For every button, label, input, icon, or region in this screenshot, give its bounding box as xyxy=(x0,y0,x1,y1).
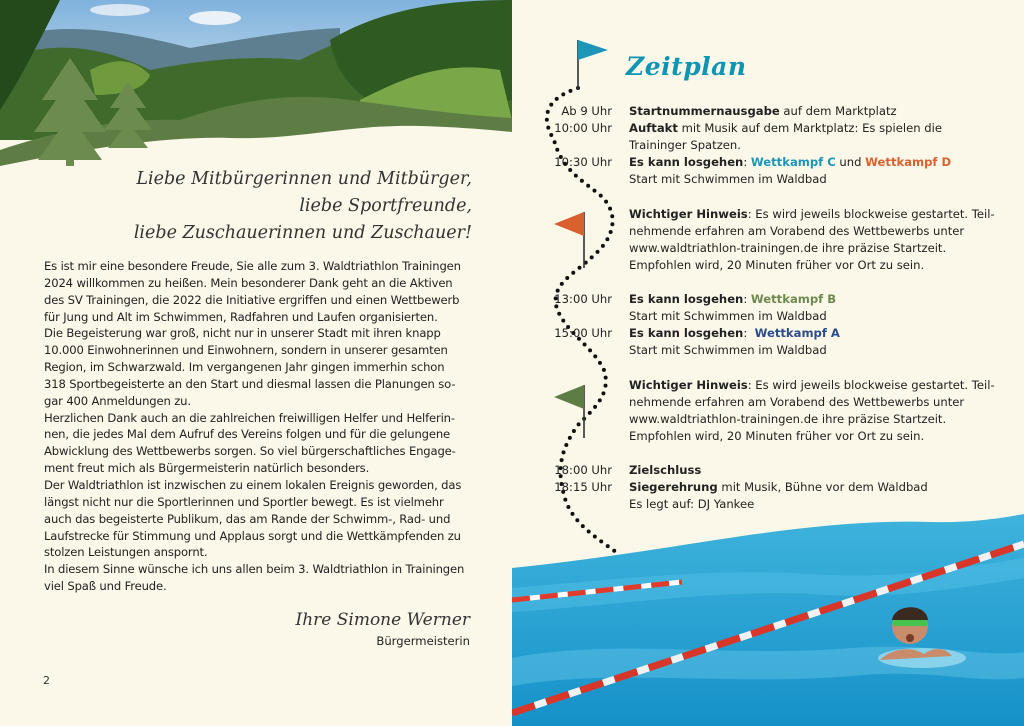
schedule-time: 18:00 Uhr xyxy=(554,463,612,477)
letter-line: Laufstrecke für Stimmung und Applaus sorgt und die Wettkämpfenden zu xyxy=(44,528,461,543)
letter-line: viel Spaß und Freude. xyxy=(44,579,167,594)
schedule-event: Es kann losgehen xyxy=(629,154,744,169)
schedule-event: Siegerehrung xyxy=(629,479,718,494)
schedule-event: Es kann losgehen xyxy=(629,292,744,306)
wettkampf-a-label: Wettkampf A xyxy=(754,325,840,340)
schedule-detail: : xyxy=(743,154,751,169)
hint-text: www.waldtriathlon-trainingen.de ihre präzise Startzeit. xyxy=(629,240,947,255)
letter-line: 318 Sportbegeisterte an den Start und diesmal lassen die Planungen so- xyxy=(44,376,456,391)
schedule-row xyxy=(512,479,1024,496)
schedule-event: Auftakt xyxy=(629,120,678,135)
page-number: 2 xyxy=(43,674,50,687)
schedule-hint xyxy=(512,377,1024,445)
schedule-block-evening xyxy=(512,462,1024,513)
greeting-line: liebe Zuschauerinnen und Zuschauer! xyxy=(133,223,472,243)
schedule-block-morning xyxy=(512,103,1024,187)
schedule-time: 10:30 Uhr xyxy=(554,154,612,169)
greeting-line: liebe Sportfreunde, xyxy=(299,196,472,216)
schedule-detail: Traininger Spatzen. xyxy=(629,137,741,152)
right-page xyxy=(512,0,1024,726)
schedule-time: Ab 9 Uhr xyxy=(561,104,612,118)
schedule-row xyxy=(512,462,1024,479)
hint-text: nehmende erfahren am Vorabend des Wettbewerbs unter xyxy=(629,394,965,409)
letter-line: In diesem Sinne wünsche ich uns allen beim 3. Waldtriathlon in Trainingen xyxy=(44,562,465,577)
hint-text: nehmende erfahren am Vorabend des Wettbewerbs unter xyxy=(629,223,965,238)
letter-line: Region, im Schwarzwald. Im vergangenen Jahr gingen immerhin schon xyxy=(44,360,445,375)
schedule-row xyxy=(512,308,1024,325)
letter-line: Es ist mir eine besondere Freude, Sie alle zum 3. Waldtriathlon Trainingen xyxy=(44,259,461,273)
schedule-detail: : xyxy=(743,325,755,340)
greeting-line: Liebe Mitbürgerinnen und Mitbürger, xyxy=(136,169,472,189)
schedule-detail: auf dem Marktplatz xyxy=(779,104,897,118)
schedule-title: Zeitplan xyxy=(626,52,747,81)
letter-line: 10.000 Einwohnerinnen und Einwohnern, sondern in unserer gesamten xyxy=(44,343,448,358)
letter-body xyxy=(44,258,476,595)
schedule-detail: : xyxy=(743,292,751,306)
schedule-row xyxy=(512,103,1024,120)
schedule-row xyxy=(512,120,1024,137)
hint-text: Empfohlen wird, 20 Minuten früher vor Ort zu sein. xyxy=(629,428,925,443)
schedule-detail: mit Musik auf dem Marktplatz: Es spielen die xyxy=(677,120,942,135)
schedule-time: 18:15 Uhr xyxy=(554,479,612,494)
schedule-detail: Start mit Schwimmen im Waldbad xyxy=(629,342,827,357)
schedule-event: Zielschluss xyxy=(629,463,702,477)
schedule-row xyxy=(512,137,1024,154)
schedule-event: Startnummernausgabe xyxy=(629,104,780,118)
schedule-time: 15:00 Uhr xyxy=(554,325,612,340)
letter-line: auch das begeisterte Publikum, das am Rande der Schwimm-, Rad- und xyxy=(44,511,451,526)
letter-line: 2024 willkommen zu heißen. Mein besonderer Dank geht an die Aktiven xyxy=(44,275,453,290)
signature xyxy=(295,610,470,648)
letter-line: längst nicht nur die Sportlerinnen und Sportler bewegt. Es ist vielmehr xyxy=(44,494,444,509)
schedule-detail: mit Musik, Bühne vor dem Waldbad xyxy=(717,479,928,494)
hint-text: : Es wird jeweils blockweise gestartet. Teil- xyxy=(747,207,995,221)
swimming-pool-photo xyxy=(512,508,1024,726)
schedule-detail: Es legt auf: DJ Yankee xyxy=(629,496,755,511)
signature-name: Ihre Simone Werner xyxy=(295,610,470,630)
schedule-row xyxy=(512,342,1024,359)
landscape-illustration xyxy=(0,0,512,175)
letter-line: Abwicklung des Wettbewerbs sorgen. So viel bürgerschaftliches Engage- xyxy=(44,444,456,459)
schedule-row xyxy=(512,325,1024,342)
letter-line: für Jung und Alt im Schwimmen, Radfahren und Laufen organisierten. xyxy=(44,309,438,324)
letter-line: Die Begeisterung war groß, nicht nur in unserer Stadt mit ihren knapp xyxy=(44,326,441,341)
hint-text: : Es wird jeweils blockweise gestartet. Teil- xyxy=(747,378,995,392)
schedule-detail: Start mit Schwimmen im Waldbad xyxy=(629,308,827,323)
schedule-time: 10:00 Uhr xyxy=(554,120,612,135)
schedule-row xyxy=(512,291,1024,308)
wettkampf-b-label: Wettkampf B xyxy=(750,292,837,306)
letter-line: ment freut mich als Bürgermeisterin natürlich besonders. xyxy=(44,461,370,476)
flag-blue-icon xyxy=(578,40,608,90)
schedule-hint xyxy=(512,206,1024,274)
wettkampf-d-label: Wettkampf D xyxy=(865,154,952,169)
hint-text: www.waldtriathlon-trainingen.de ihre präzise Startzeit. xyxy=(629,411,947,426)
signature-role: Bürgermeisterin xyxy=(376,634,470,648)
schedule-row xyxy=(512,154,1024,171)
hint-label: Wichtiger Hinweis xyxy=(629,207,748,221)
schedule-detail: Start mit Schwimmen im Waldbad xyxy=(629,171,827,186)
letter-line: Herzlichen Dank auch an die zahlreichen freiwilligen Helfer und Helferin- xyxy=(44,410,455,425)
schedule-detail: und xyxy=(835,154,866,169)
letter-line: gar 400 Anmeldungen zu. xyxy=(44,393,191,408)
hint-text: Empfohlen wird, 20 Minuten früher vor Ort zu sein. xyxy=(629,257,925,272)
letter-line: Der Waldtriathlon ist inzwischen zu einem lokalen Ereignis geworden, das xyxy=(44,477,462,492)
schedule-event: Es kann losgehen xyxy=(629,325,744,340)
wettkampf-c-label: Wettkampf C xyxy=(750,154,836,169)
letter-line: des SV Trainingen, die 2022 die Initiative ergriffen und einen Wettbewerb xyxy=(44,292,460,307)
schedule-row xyxy=(512,171,1024,188)
schedule-time: 13:00 Uhr xyxy=(554,292,612,306)
schedule-block-afternoon xyxy=(512,291,1024,359)
hint-label: Wichtiger Hinweis xyxy=(629,378,748,392)
letter-line: stolzen Leistungen anspornt. xyxy=(44,545,208,560)
greeting xyxy=(32,166,472,247)
letter-line: nen, die jedes Mal dem Aufruf des Vereins folgen und für die gelungene xyxy=(44,427,451,442)
